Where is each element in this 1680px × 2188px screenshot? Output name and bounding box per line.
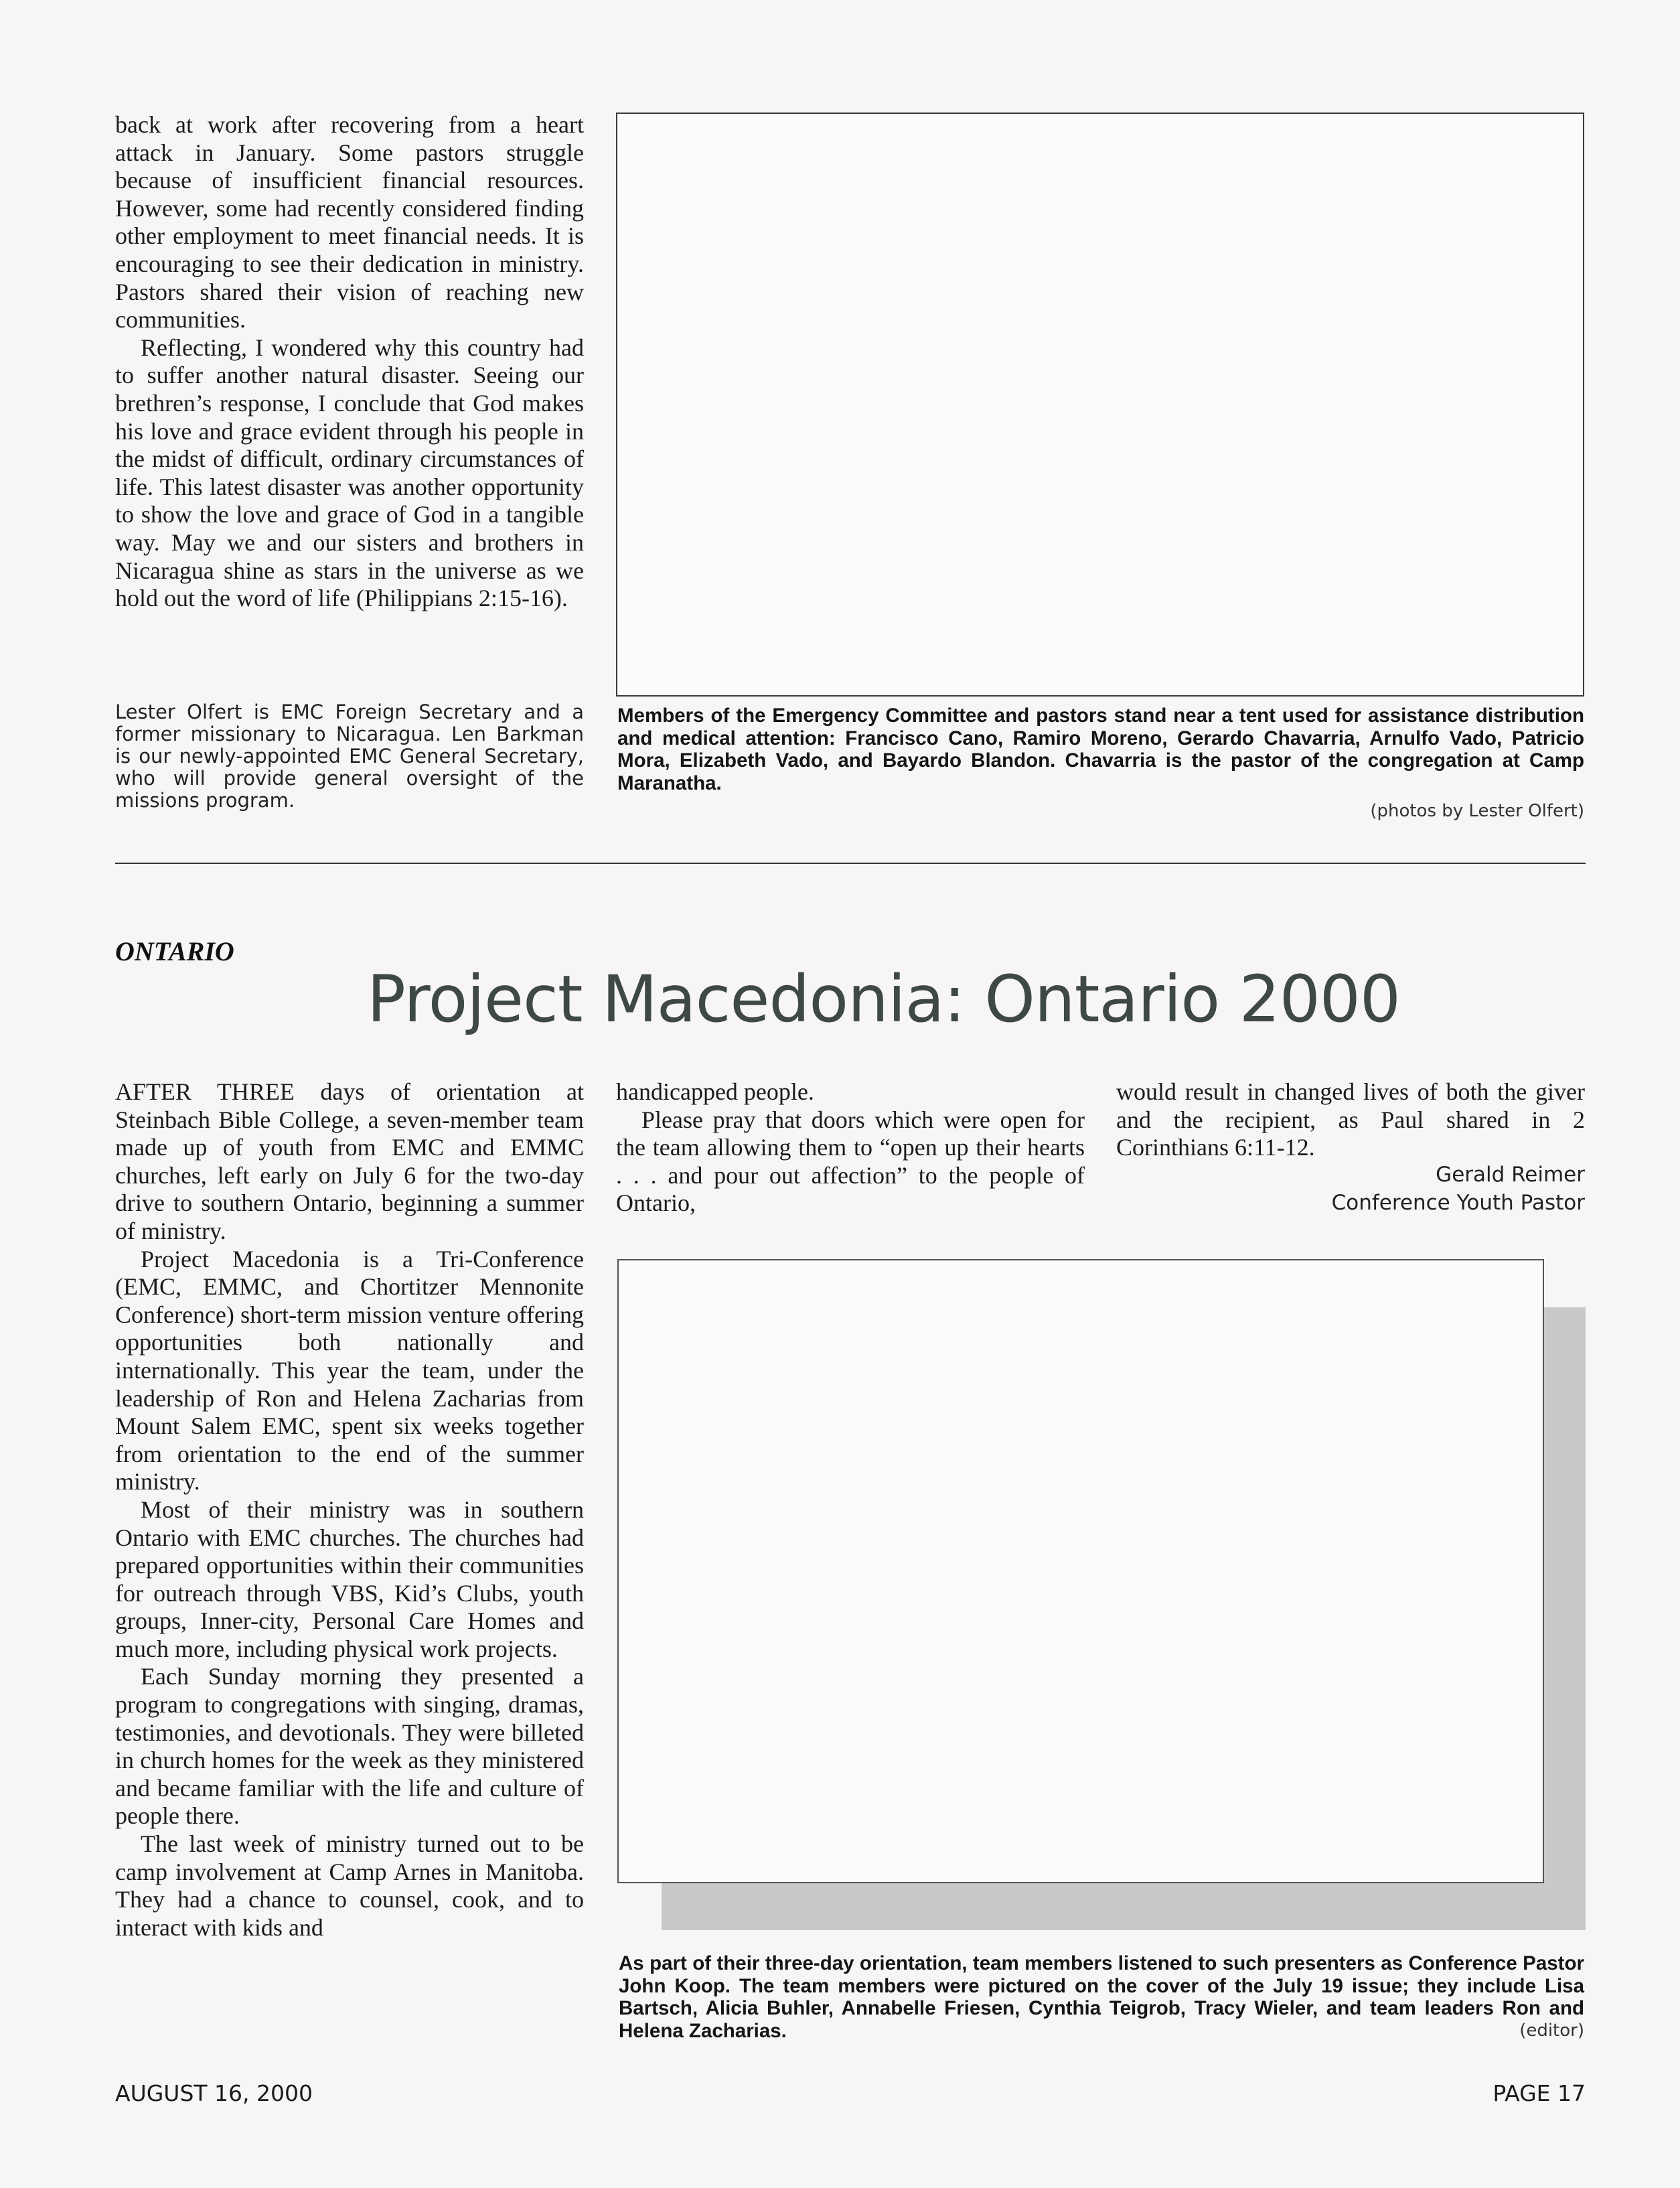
caption-text: As part of their three-day orientation, team members listened to such presenters as Conference Pastor John Koop. The team members were pictured on the cover of the July 19 issue; they include Lisa Bartsch, Alicia Buhler, Annabelle Friesen, Cynthia Teigrob, Tracy Wieler, and team leaders Ron and Helena Zacharias. [619, 1952, 1584, 2042]
caption-credit: (editor) [1519, 2020, 1584, 2041]
paragraph: would result in changed lives of both the giver and the recipient, as Paul shared in 2 Corinthians 6:11-12. [1116, 1078, 1585, 1161]
paragraph: Please pray that doors which were open for the team allowing them to “open up their hearts . . . and pour out affection” to the people of Ontario, [616, 1106, 1085, 1217]
paragraph: back at work after recovering from a heart attack in January. Some pastors struggle because of insufficient financial resources. However, some had recently considered finding other employment to meet financial needs. It is encouraging to see their dedication in ministry. Pastors shared their vision of reaching new communities. [115, 111, 584, 334]
top-left-column [115, 111, 584, 613]
article-column-3 [1116, 1078, 1585, 1162]
photo-placeholder-emergency-committee [616, 113, 1584, 697]
paragraph: handicapped people. [616, 1078, 814, 1105]
author-note: Lester Olfert is EMC Foreign Secretary and a former missionary to Nicaragua. Len Barkman is our newly-appointed EMC General Secretary, who will provide general oversight of the missions program. [115, 701, 584, 812]
paragraph: The last week of ministry turned out to be camp involvement at Camp Arnes in Manitoba. They had a chance to counsel, cook, and to interact with kids and [115, 1830, 584, 1941]
photo-credit: (photos by Lester Olfert) [1370, 801, 1584, 821]
photo-placeholder-orientation [617, 1259, 1544, 1883]
footer-page-number: PAGE 17 [1493, 2080, 1586, 2106]
photo-caption-orientation [619, 1952, 1584, 2042]
paragraph: AFTER THREE days of orientation at Steinbach Bible College, a seven-member team made up of youth from EMC and EMMC churches, left early on July 6 for the two-day drive to southern Ontario, beginning a summer of ministry. [115, 1078, 584, 1244]
paragraph: Project Macedonia is a Tri-Conference (EMC, EMMC, and Chortitzer Mennonite Conference) short-term mission venture offering opportunities both nationally and internationally. This year the team, under the leadership of Ron and Helena Zacharias from Mount Salem EMC, spent six weeks together from orientation to the end of the summer ministry. [115, 1245, 584, 1496]
article-headline: Project Macedonia: Ontario 2000 [367, 962, 1400, 1037]
paragraph: Reflecting, I wondered why this country had to suffer another natural disaster. Seeing our brethren’s response, I conclude that God makes his love and grace evident through his people in the midst of difficult, ordinary circumstances of life. This latest disaster was another opportunity to show the love and grace of God in a tangible way. May we and our sisters and brothers in Nicaragua shine as stars in the universe as we hold out the word of life (Philippians 2:15-16). [115, 334, 584, 612]
signature-title: Conference Youth Pastor [1331, 1191, 1585, 1215]
article-column-2 [616, 1078, 1085, 1218]
paragraph: Most of their ministry was in southern Ontario with EMC churches. The churches had prepared opportunities within their communities for outreach through VBS, Kid’s Clubs, youth groups, Inner-city, Personal Care Homes and much more, including physical work projects. [115, 1496, 584, 1662]
photo-caption-emergency-committee: Members of the Emergency Committee and pastors stand near a tent used for assistance distribution and medical attention: Francisco Cano, Ramiro Moreno, Gerardo Chavarria, Arnulfo Vado, Patricio Mora, Elizabeth Vado, and Bayardo Blandon. Chavarria is the pastor of the congregation at Camp Maranatha. [617, 705, 1584, 794]
section-kicker: ONTARIO [115, 936, 234, 966]
footer-date: AUGUST 16, 2000 [115, 2080, 313, 2106]
article-column-1 [115, 1078, 584, 1942]
paragraph: Each Sunday morning they presented a program to congregations with singing, dramas, testimonies, and devotionals. They were billeted in church homes for the week as they ministered and became familiar with the life and culture of people there. [115, 1663, 584, 1830]
section-divider [115, 863, 1586, 864]
signature-name: Gerald Reimer [1436, 1163, 1585, 1187]
